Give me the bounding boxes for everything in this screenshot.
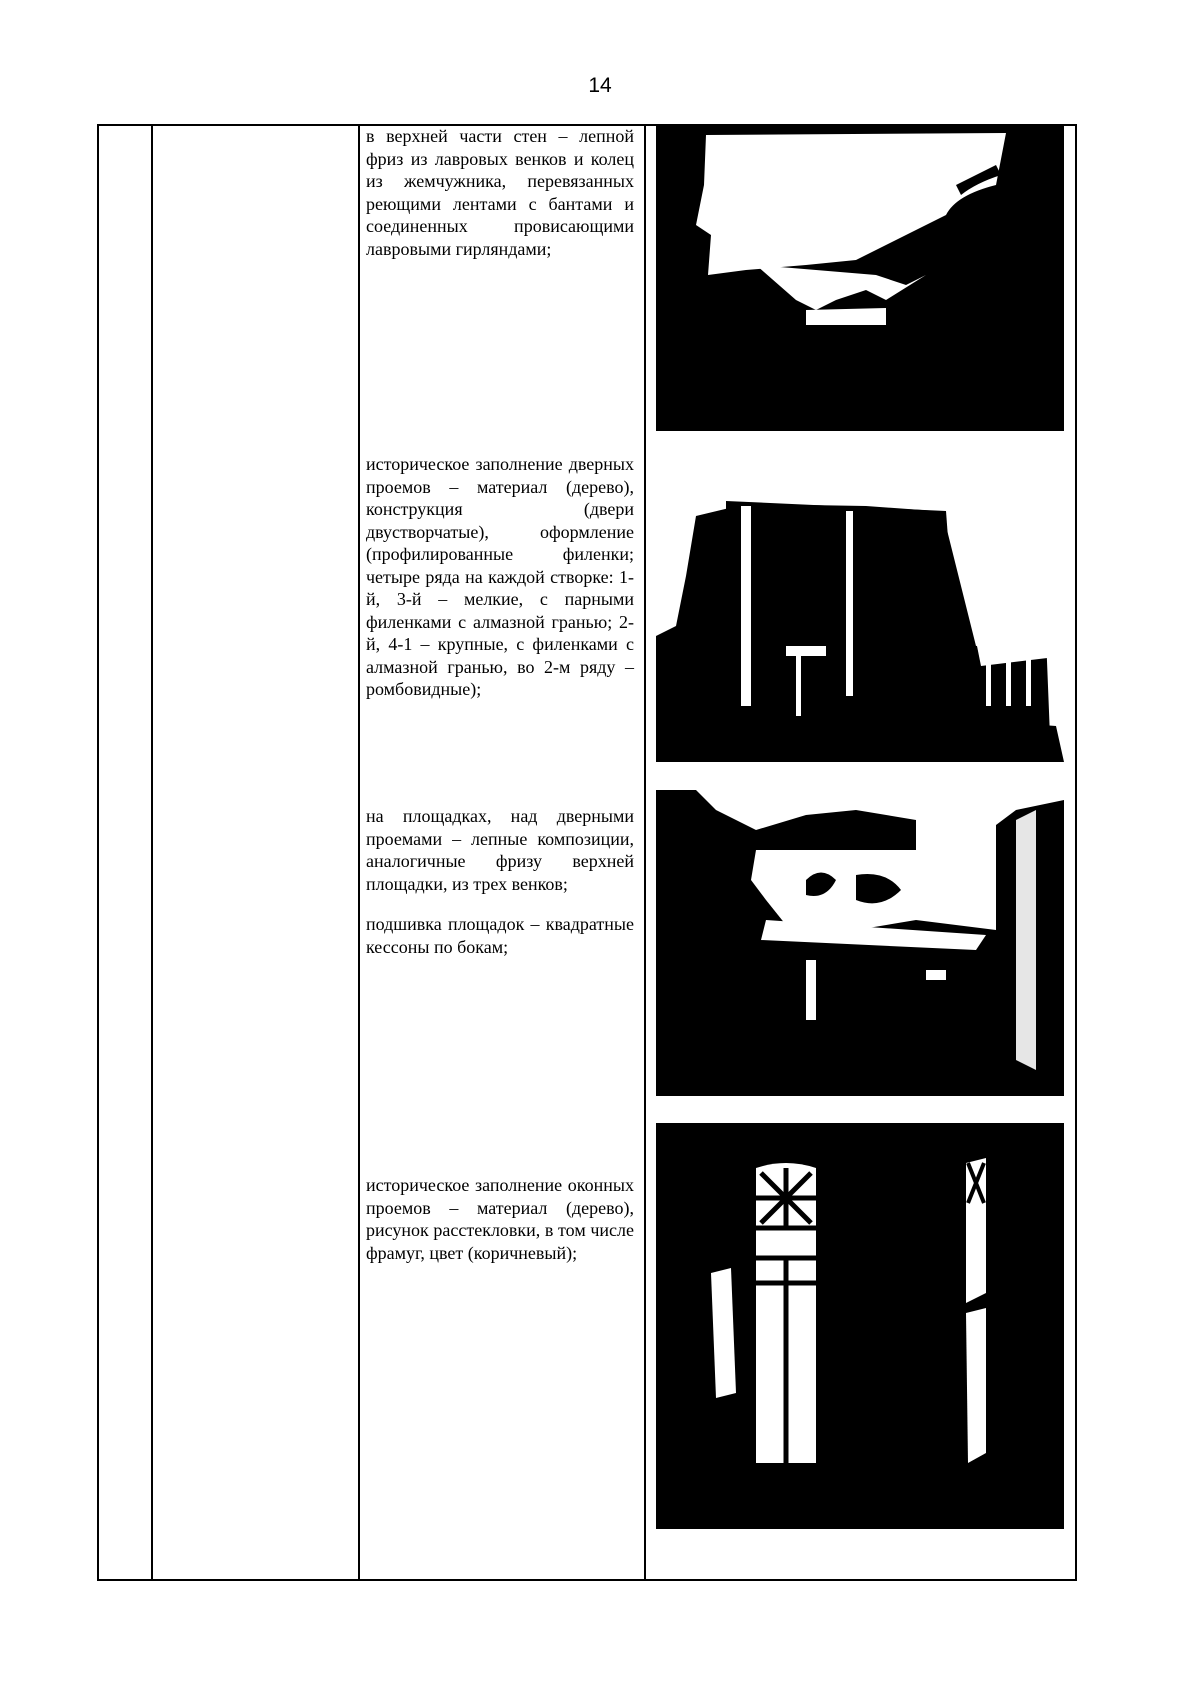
text-landing: на площадках, над дверными проемами – лепные композиции, аналогичные фризу верхней площадки, из трех венков; xyxy=(366,806,634,894)
column-divider-3 xyxy=(644,124,646,1580)
column-divider-2 xyxy=(358,124,360,1580)
windows-image xyxy=(656,1123,1064,1529)
column-divider-1 xyxy=(151,124,153,1580)
double-doors-image xyxy=(656,456,1064,762)
description-windows xyxy=(366,1174,634,1264)
text-landing-soffit: подшивка площадок – квадратные кессоны по бокам; xyxy=(366,914,634,957)
photo-double-doors xyxy=(656,456,1064,762)
photo-ceiling-frieze xyxy=(656,125,1064,431)
ceiling-frieze-image xyxy=(656,125,1064,431)
description-frieze xyxy=(366,125,634,260)
text-windows: историческое заполнение оконных проемов – материал (дерево), рисунок расстекловки, в том числе фрамуг, цвет (коричневый); xyxy=(366,1175,634,1263)
page-number: 14 xyxy=(588,74,612,97)
text-frieze: в верхней части стен – лепной фриз из лавровых венков и колец из жемчужника, перевязанных реющими лентами с бантами и соединенных провисающими лавровыми гирляндами; xyxy=(366,126,634,259)
table-bottom-border xyxy=(97,1579,1077,1581)
table-left-border xyxy=(97,124,99,1580)
description-landing xyxy=(366,805,634,958)
stair-landing-image xyxy=(656,790,1064,1096)
table-right-border xyxy=(1075,124,1077,1580)
description-doors xyxy=(366,453,634,701)
text-doors: историческое заполнение дверных проемов – материал (дерево), конструкция (двери двустворчатые), оформление (профилированные филенки; четыре ряда на каждой створке: 1-й, 3-й – мелкие, с парными филенками с алмазной гранью; 2-й, 4-1 – крупные, с филенками с алмазной гранью, во 2-м ряду – ромбовидные); xyxy=(366,454,634,699)
photo-windows xyxy=(656,1123,1064,1529)
photo-stair-landing xyxy=(656,790,1064,1096)
